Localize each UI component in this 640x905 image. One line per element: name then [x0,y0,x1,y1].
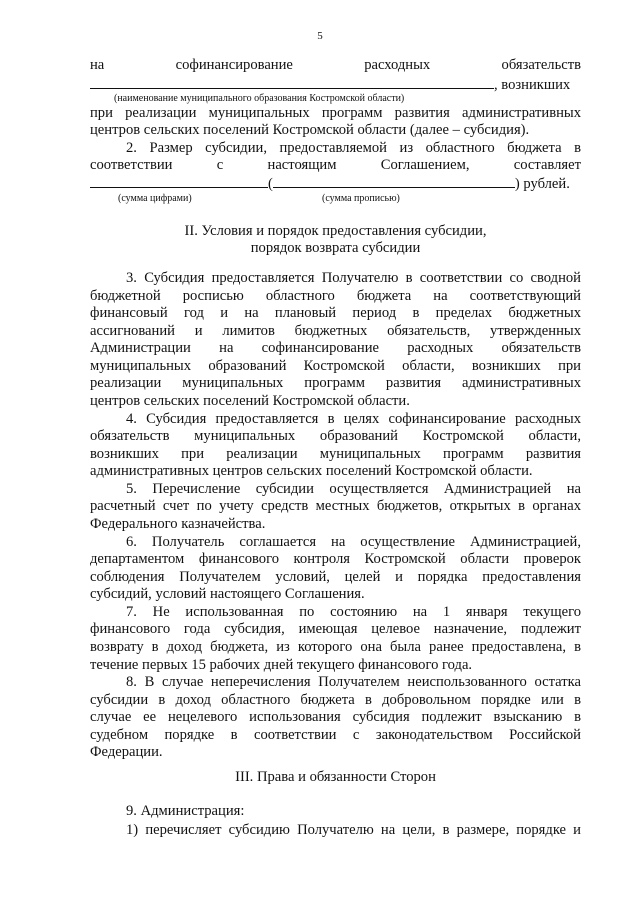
section-heading: порядок возврата субсидии [250,240,421,256]
text-line: Федерации. [90,744,163,761]
text-fragment: ) рублей. [514,176,570,192]
text-line: бюджетной росписью областного бюджета на соответствующий [90,287,581,304]
field-caption: (сумма прописью) [322,193,400,204]
text-line: финансового года субсидия, имеющая целевое назначение, подлежит [90,621,581,638]
text-line: на софинансирование расходных обязательств [90,57,581,73]
text-line: муниципальных образований Костромской области, возникших при [90,357,581,374]
text-line: 7. Не использованная по состоянию на 1 января текущего [126,603,581,620]
text-line: административных центров сельских поселений Костромской области. [90,463,533,480]
text-line: 9. Администрация: [126,803,245,819]
fill-in-blank-words [273,174,515,188]
text-fragment: ( [268,176,273,192]
text-line: 4. Субсидия предоставляется в целях софинансирование расходных [126,410,581,427]
text-line: субсидий, условий настоящего Соглашения. [90,586,365,603]
text-line: Федерального казначейства. [90,515,266,532]
text-line: центров сельских поселений Костромской области. [90,392,410,409]
text-line: соответствии с настоящим Соглашением, составляет [90,157,581,173]
field-caption: (сумма цифрами) [118,193,192,204]
text-line: обязательств муниципальных образований Костромской области, [90,428,581,445]
text-fragment: , возникших [494,77,571,93]
text-line: 5. Перечисление субсидии осуществляется Администрацией на [126,480,581,497]
text-line: 3. Субсидия предоставляется Получателю в соответствии со сводной [126,270,581,286]
text-line: субсидии в доход областного бюджета в добровольном порядке или в [90,691,581,708]
text-line: ассигнований и лимитов бюджетных обязательств, утвержденных [90,322,581,339]
page-number: 5 [317,30,323,42]
text-line: 8. В случае неперечисления Получателем неиспользованного остатка [126,674,581,691]
blank-line-municipality [90,75,581,94]
text-line: при реализации муниципальных программ развития административных [90,105,581,121]
fill-in-blank [90,75,494,89]
document-body [90,0,581,905]
section-heading: II. Условия и порядок предоставления субсидии, [184,223,487,239]
text-line: реализации муниципальных программ развития административных [90,375,581,392]
blank-line-amount [90,174,581,193]
text-line: возврату в доход бюджета, из которого она была ранее предоставлена, в [90,638,581,655]
text-line: Администрации на софинансирование расходных обязательств [90,340,581,357]
field-caption: (наименование муниципального образования Костромской области) [114,93,405,104]
fill-in-blank-digits [90,174,268,188]
text-line: соблюдения Получателем условий, целей и порядка предоставления [90,568,581,585]
text-line: 2. Размер субсидии, предоставляемой из областного бюджета в [126,140,581,156]
text-line: случае ее нецелевого использования субсидия подлежит взысканию в [90,709,581,726]
text-line: возникших при реализации муниципальных программ развития [90,445,581,462]
text-line: департаментом финансового контроля Костромской области проверок [90,551,581,568]
text-line: 1) перечисляет субсидию Получателю на цели, в размере, порядке и [126,822,581,838]
text-line: течение первых 15 рабочих дней текущего финансового года. [90,656,473,673]
section-heading: III. Права и обязанности Сторон [235,769,436,785]
text-line: центров сельских поселений Костромской области (далее – субсидия). [90,122,530,138]
text-line: 6. Получатель соглашается на осуществление Администрацией, [126,533,581,550]
text-line: расчетный счет по учету средств местных бюджетов, открытых в органах [90,498,581,515]
text-line: судебном порядке в соответствии с законодательством Российской [90,726,581,743]
text-line: финансовый год и на плановый период в пределах бюджетных [90,305,581,322]
